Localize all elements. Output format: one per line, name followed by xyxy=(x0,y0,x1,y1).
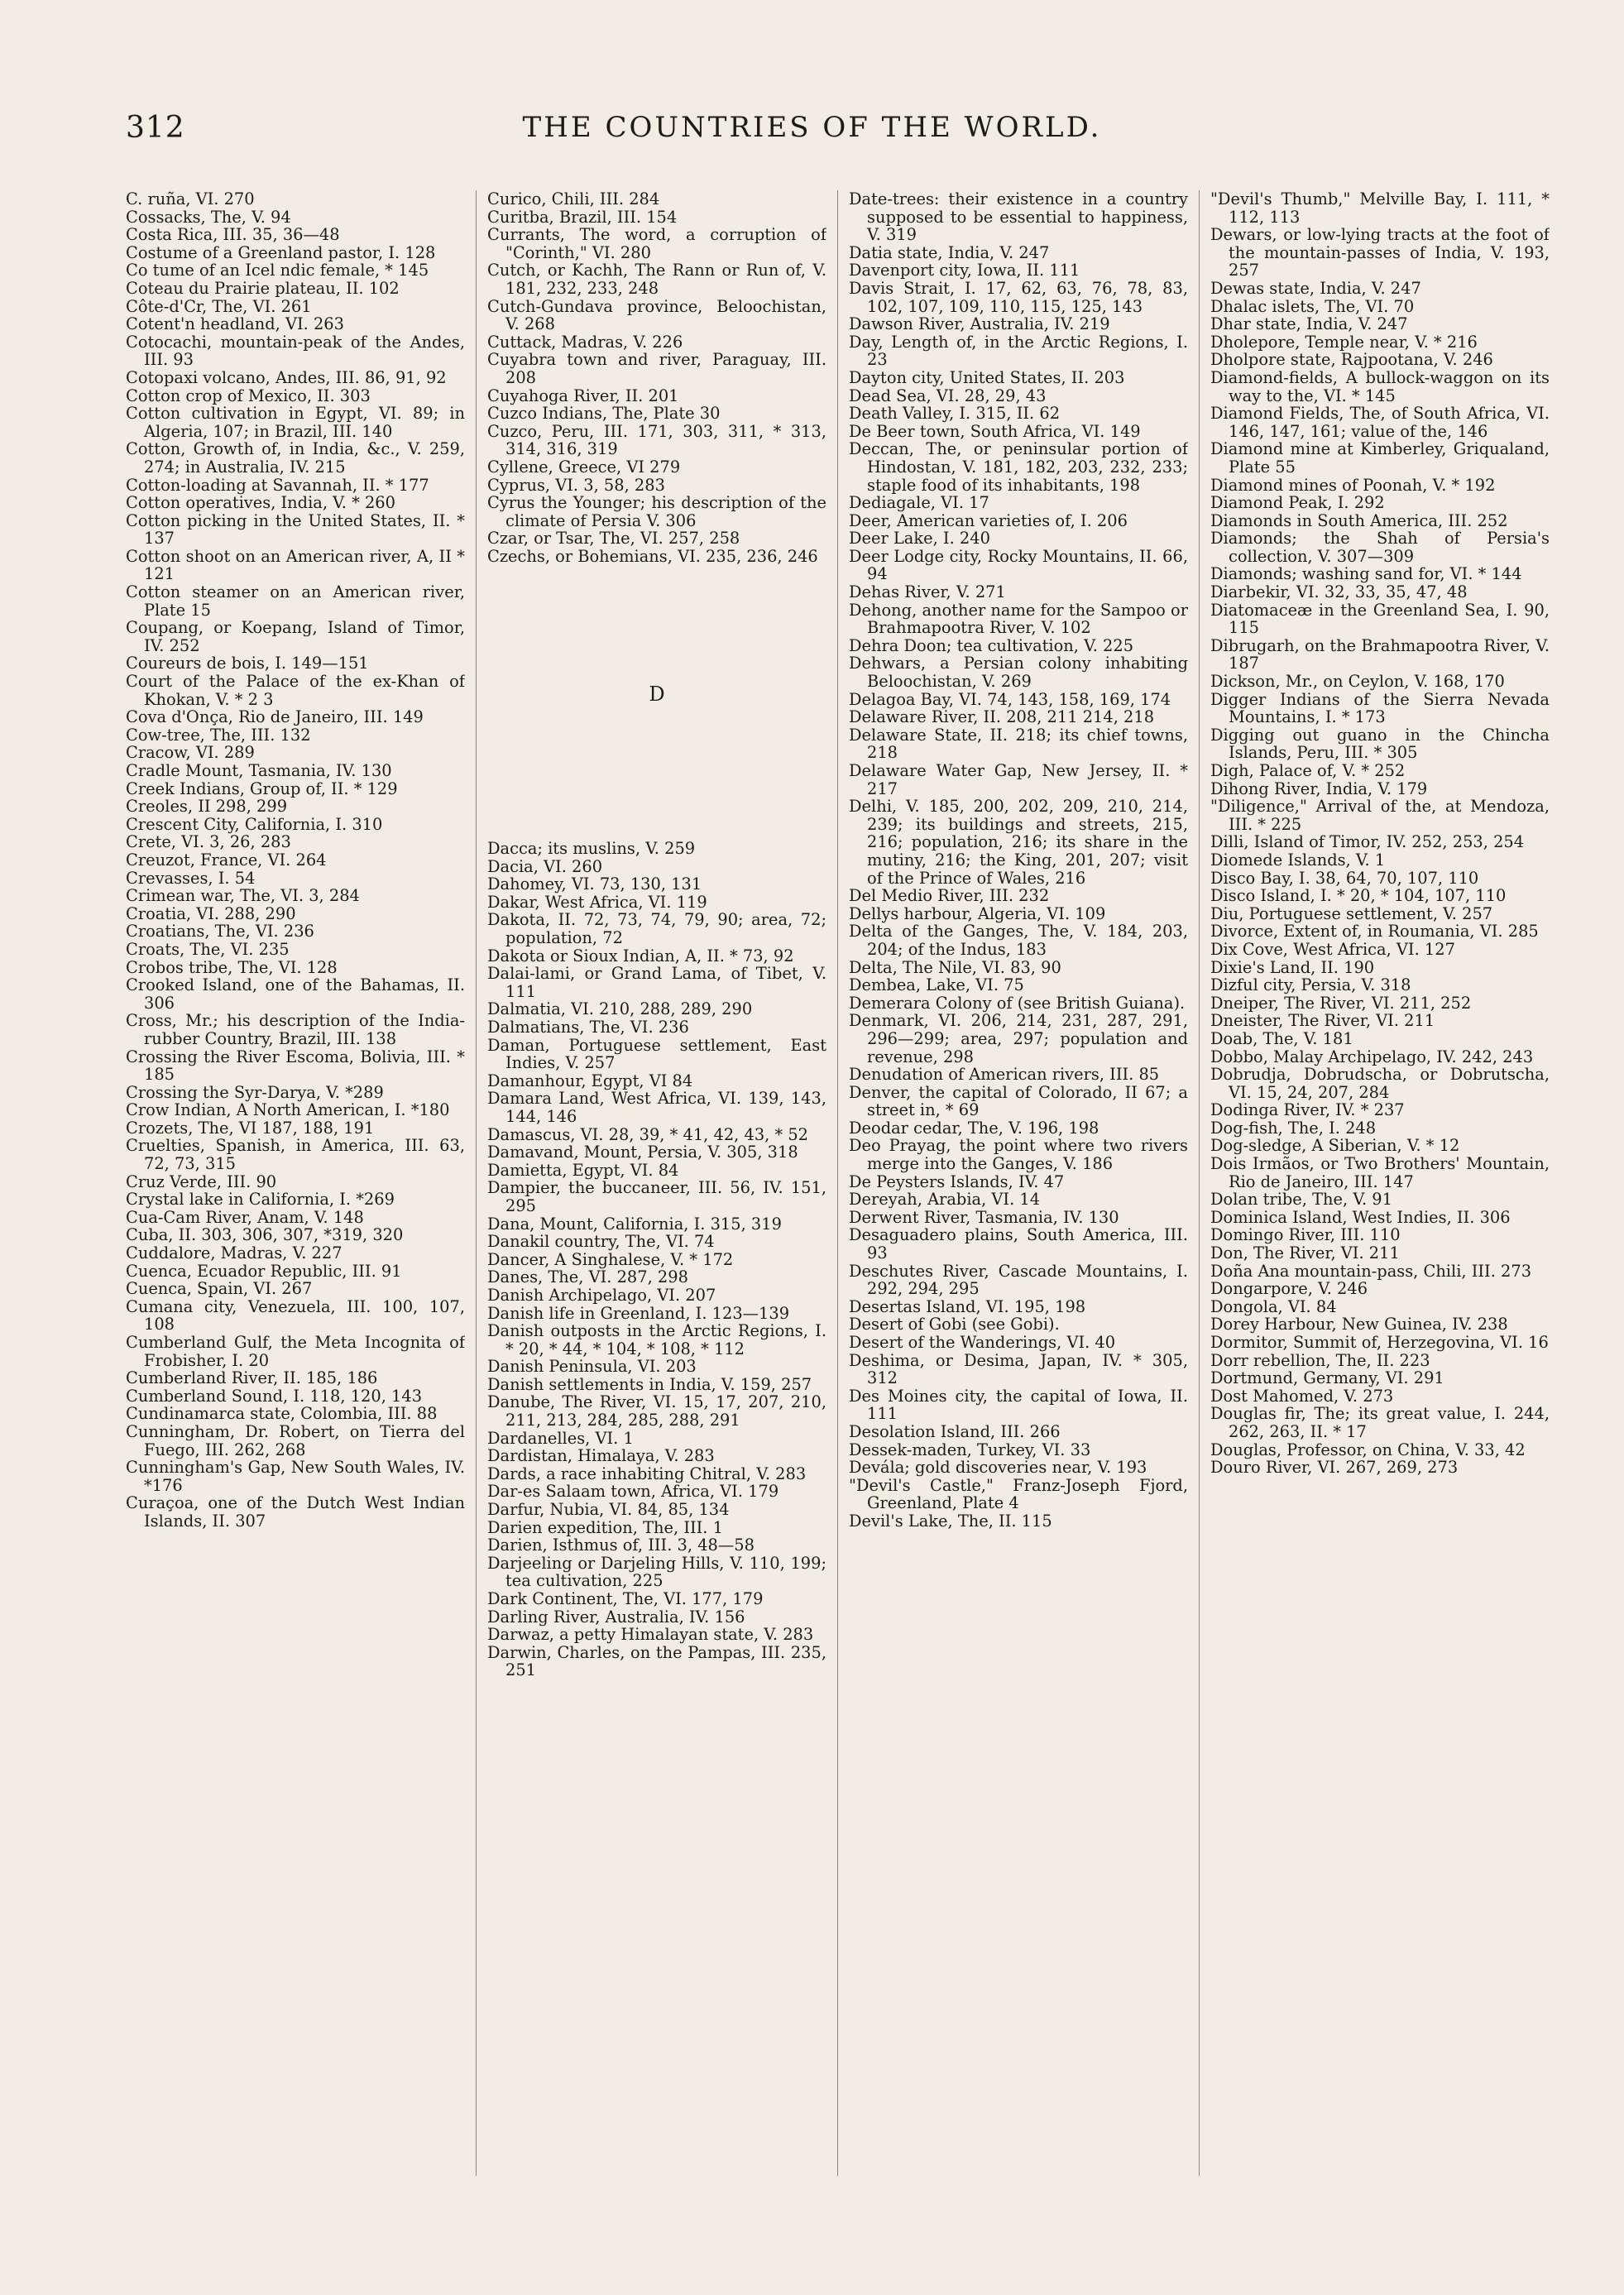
index-entry: Cross, Mr.; his description of the India-rubber Country, Brazil, III. 138 xyxy=(126,1011,465,1048)
index-entry: Domingo River, III. 110 xyxy=(1210,1225,1401,1245)
index-entry: Delta of the Ganges, The, V. 184, 203, 204; of the Indus, 183 xyxy=(849,922,1188,959)
index-entry: Denmark, VI. 206, 214, 231, 287, 291, 296—299; area, 297; population and revenue, 298 xyxy=(849,1011,1188,1066)
column-divider xyxy=(476,190,477,2176)
index-entry: "Diligence," Arrival of the, at Mendoza, III. * 225 xyxy=(1210,797,1550,834)
index-entry: Cotton crop of Mexico, II. 303 xyxy=(126,386,371,405)
index-entry: Desolation Island, III. 266 xyxy=(849,1421,1061,1441)
index-entry: Doab, The, V. 181 xyxy=(1210,1028,1353,1048)
index-entry: Desert of the Wanderings, VI. 40 xyxy=(849,1333,1116,1352)
index-entry: Cruelties, Spanish, in America, III. 63, 72, 73, 315 xyxy=(126,1136,465,1174)
index-entry: Croatians, The, VI. 236 xyxy=(126,922,314,941)
index-entry: Darien, Isthmus of, III. 3, 48—58 xyxy=(487,1536,755,1555)
index-entry: Danish Peninsula, VI. 203 xyxy=(487,1357,697,1377)
index-entry: Death Valley, I. 315, II. 62 xyxy=(849,404,1061,424)
index-entry: De Beer town, South Africa, VI. 149 xyxy=(849,421,1141,441)
index-entry: Dickson, Mr., on Ceylon, V. 168, 170 xyxy=(1210,672,1505,692)
index-entry: Coteau du Prairie plateau, II. 102 xyxy=(126,278,400,298)
index-entry: Dobrudja, Dobrudscha, or Dobrutscha, VI. 15, 24, 207, 284 xyxy=(1210,1065,1550,1102)
index-entry: Day, Length of, in the Arctic Regions, I. 23 xyxy=(849,332,1188,370)
index-entry: Cradle Mount, Tasmania, IV. 130 xyxy=(126,761,392,780)
index-entry: Delaware Water Gap, New Jersey, II. * 217 xyxy=(849,761,1188,798)
index-entry: Digger Indians of the Sierra Nevada Mountains, I. * 173 xyxy=(1210,689,1550,727)
index-entry: Deo Prayag, the point where two rivers merge into the Ganges, V. 186 xyxy=(849,1136,1188,1174)
index-entry: Dongarpore, V. 246 xyxy=(1210,1279,1368,1299)
index-entry: Dehong, another name for the Sampoo or Brahmapootra River, V. 102 xyxy=(849,600,1188,638)
index-entry: Croats, The, VI. 235 xyxy=(126,939,290,959)
index-entry: Cuzco, Peru, III. 171, 303, 311, * 313, 314, 316, 319 xyxy=(487,421,826,459)
index-entry: Dawson River, Australia, IV. 219 xyxy=(849,314,1110,334)
index-entry: Dog-fish, The, I. 248 xyxy=(1210,1118,1377,1138)
index-entry: Dormitor, Summit of, Herzegovina, VI. 16 xyxy=(1210,1333,1549,1352)
index-entry: Deschutes River, Cascade Mountains, I. 292, 294, 295 xyxy=(849,1261,1188,1299)
index-entry: Cova d'Onça, Rio de Janeiro, III. 149 xyxy=(126,707,424,727)
index-entry: Côte-d'Cr, The, VI. 261 xyxy=(126,296,312,316)
index-entry: Cotton shoot on an American river, A, II * 121 xyxy=(126,546,465,584)
index-entry: Cyllene, Greece, VI 279 xyxy=(487,457,681,477)
index-entry: Dellys harbour, Algeria, VI. 109 xyxy=(849,903,1106,923)
index-entry: Court of the Palace of the ex-Khan of Khokan, V. * 2 3 xyxy=(126,672,465,709)
index-entry: Cuzco Indians, The, Plate 30 xyxy=(487,404,721,424)
index-entry: Diatomaceæ in the Greenland Sea, I. 90, 115 xyxy=(1210,600,1550,638)
index-entry: Diamonds; washing sand for, VI. * 144 xyxy=(1210,564,1522,584)
index-entry: Diamond Fields, The, of South Africa, VI. 146, 147, 161; value of the, 146 xyxy=(1210,404,1550,441)
index-entry: Dancer, A Singhalese, V. * 172 xyxy=(487,1249,734,1269)
index-entry: Dalmatia, VI. 210, 288, 289, 290 xyxy=(487,999,753,1019)
index-entry: Cracow, VI. 289 xyxy=(126,743,255,763)
index-entry: Crow Indian, A North American, I. *180 xyxy=(126,1100,450,1120)
index-entry: Dead Sea, VI. 28, 29, 43 xyxy=(849,386,1047,405)
index-entry: Dardanelles, VI. 1 xyxy=(487,1428,634,1448)
index-entry: Diamonds; the Shah of Persia's collection, V. 307—309 xyxy=(1210,529,1550,566)
index-entry: Dehra Doon; tea cultivation, V. 225 xyxy=(849,635,1134,655)
index-entry: Diamond mine at Kimberley, Griqualand, Plate 55 xyxy=(1210,439,1550,477)
index-entry: Dois Irmãos, or Two Brothers' Mountain, Rio de Janeiro, III. 147 xyxy=(1210,1154,1550,1191)
index-entry: Dark Continent, The, VI. 177, 179 xyxy=(487,1589,764,1608)
index-entry: Cuddalore, Madras, V. 227 xyxy=(126,1243,343,1263)
index-entry: Curitba, Brazil, III. 154 xyxy=(487,207,678,227)
index-entry: Douglas, Professor, on China, V. 33, 42 xyxy=(1210,1440,1526,1459)
index-entry: Crobos tribe, The, VI. 128 xyxy=(126,957,338,977)
index-entry: Crete, VI. 3, 26, 283 xyxy=(126,832,291,852)
index-entry: Crossing the River Escoma, Bolivia, III. * 185 xyxy=(126,1047,465,1085)
index-entry: Davis Strait, I. 17, 62, 63, 76, 78, 83, 102, 107, 109, 110, 115, 125, 143 xyxy=(849,278,1188,316)
index-entry: Darfur, Nubia, VI. 84, 85, 134 xyxy=(487,1500,730,1520)
index-entry: Diomede Islands, V. 1 xyxy=(1210,850,1386,870)
index-entry: Cow-tree, The, III. 132 xyxy=(126,725,311,745)
index-entry: Dibrugarh, on the Brahmapootra River, V. 187 xyxy=(1210,635,1550,673)
index-entry: Cumberland Sound, I. 118, 120, 143 xyxy=(126,1386,423,1406)
index-entry: Delaware River, II. 208, 211 214, 218 xyxy=(849,707,1155,727)
index-entry: Dereyah, Arabia, VI. 14 xyxy=(849,1190,1041,1210)
index-entry: Dampier, the buccaneer, III. 56, IV. 151, 295 xyxy=(487,1178,826,1215)
index-entry: Diu, Portuguese settlement, V. 257 xyxy=(1210,903,1493,923)
index-entry: Cotocachi, mountain-peak of the Andes, III. 93 xyxy=(126,332,465,370)
index-entry: Cuba, II. 303, 306, 307, *319, 320 xyxy=(126,1225,404,1245)
index-entry: Darling River, Australia, IV. 156 xyxy=(487,1607,745,1627)
index-entry: Coureurs de bois, I. 149—151 xyxy=(126,654,369,673)
index-entry: Doña Ana mountain-pass, Chili, III. 273 xyxy=(1210,1261,1532,1281)
index-entry: Date-trees: their existence in a country supposed to be essential to happiness, V. 319 xyxy=(849,190,1188,245)
index-entry: Cunningham, Dr. Robert, on Tierra del Fuego, III. 262, 268 xyxy=(126,1421,465,1459)
index-entry: Dacca; its muslins, V. 259 xyxy=(487,839,696,859)
index-entry: Curaçoa, one of the Dutch West Indian Islands, II. 307 xyxy=(126,1493,465,1531)
index-entry: Dneister, The River, VI. 211 xyxy=(1210,1011,1435,1031)
index-entry: "Devil's Thumb," Melville Bay, I. 111, * 112, 113 xyxy=(1210,190,1550,227)
index-entry: Danakil country, The, VI. 74 xyxy=(487,1232,715,1252)
index-entry: Cuyahoga River, II. 201 xyxy=(487,386,679,405)
index-column-3 xyxy=(849,190,1188,2275)
index-entry: Digh, Palace of, V. * 252 xyxy=(1210,761,1406,780)
index-entry: Crooked Island, one of the Bahamas, II. 306 xyxy=(126,975,465,1013)
index-entry: Dediagale, VI. 17 xyxy=(849,493,989,513)
index-entry: Cundinamarca state, Colombia, III. 88 xyxy=(126,1404,438,1424)
index-entry: Dog-sledge, A Siberian, V. * 12 xyxy=(1210,1136,1460,1156)
index-entry: Dorr rebellion, The, II. 223 xyxy=(1210,1350,1430,1370)
index-entry: Cossacks, The, V. 94 xyxy=(126,207,291,227)
index-entry: Diamond mines of Poonah, V. * 192 xyxy=(1210,475,1496,495)
column-divider xyxy=(837,190,838,2176)
index-entry: Dewars, or low-lying tracts at the foot of the mountain-passes of India, V. 193, 257 xyxy=(1210,225,1550,280)
index-entry: Disco Bay, I. 38, 64, 70, 107, 110 xyxy=(1210,868,1479,888)
index-entry: Cutch, or Kachh, The Rann or Run of, V. 181, 232, 233, 248 xyxy=(487,261,826,298)
index-entry: Dobbo, Malay Archipelago, IV. 242, 243 xyxy=(1210,1047,1534,1066)
index-entry: Cotton-loading at Savannah, II. * 177 xyxy=(126,475,429,495)
index-entry: Cuyabra town and river, Paraguay, III. 208 xyxy=(487,350,826,387)
column-divider xyxy=(1199,190,1200,2176)
index-entry: Daman, Portuguese settlement, East Indies, V. 257 xyxy=(487,1035,826,1073)
index-entry: Dhar state, India, V. 247 xyxy=(1210,314,1408,334)
index-entry: Dizful city, Persia, V. 318 xyxy=(1210,975,1411,995)
index-entry: Delta, The Nile, VI. 83, 90 xyxy=(849,957,1061,977)
index-entry: Cyprus, VI. 3, 58, 283 xyxy=(487,475,665,495)
index-entry: Cuenca, Ecuador Republic, III. 91 xyxy=(126,1261,402,1281)
index-entry: Dihong River, India, V. 179 xyxy=(1210,779,1428,798)
index-entry: Dewas state, India, V. 247 xyxy=(1210,278,1421,298)
index-entry: Currants, The word, a corruption of "Corinth," VI. 280 xyxy=(487,225,826,262)
index-entry: Darjeeling or Darjeling Hills, V. 110, 199; tea cultivation, 225 xyxy=(487,1553,826,1591)
index-entry: Cuttack, Madras, V. 226 xyxy=(487,332,683,352)
index-entry: Deodar cedar, The, V. 196, 198 xyxy=(849,1118,1099,1138)
index-entry: "Devil's Castle," Franz-Joseph Fjord, Greenland, Plate 4 xyxy=(849,1475,1188,1513)
index-entry: Creoles, II 298, 299 xyxy=(126,797,288,817)
index-entry: Diamonds in South America, III. 252 xyxy=(1210,510,1508,530)
index-entry: Dayton city, United States, II. 203 xyxy=(849,367,1125,387)
index-entry: Damascus, VI. 28, 39, * 41, 42, 43, * 52 xyxy=(487,1124,809,1144)
index-column-4 xyxy=(1210,190,1550,2275)
index-entry: Davenport city, Iowa, II. 111 xyxy=(849,261,1080,280)
index-entry: Creuzot, France, VI. 264 xyxy=(126,850,327,870)
index-entry: Demerara Colony of (see British Guiana). xyxy=(849,993,1186,1013)
index-entry: Darien expedition, The, III. 1 xyxy=(487,1517,723,1537)
index-entry: Dardistan, Himalaya, V. 283 xyxy=(487,1446,715,1466)
index-entry: Deshima, or Desima, Japan, IV. * 305, 312 xyxy=(849,1350,1188,1388)
index-entry: Cruz Verde, III. 90 xyxy=(126,1171,277,1191)
index-entry: Cuenca, Spain, VI. 267 xyxy=(126,1279,313,1299)
index-entry: Derwent River, Tasmania, IV. 130 xyxy=(849,1207,1119,1227)
index-columns xyxy=(126,190,1549,2275)
index-entry: Dortmund, Germany, VI. 291 xyxy=(1210,1368,1444,1388)
index-entry: Deccan, The, or peninsular portion of Hindostan, V. 181, 182, 203, 232, 233; staple food of its inhabitants, 198 xyxy=(849,439,1188,495)
index-entry: Dakota or Sioux Indian, A, II. * 73, 92 xyxy=(487,946,794,965)
index-entry: Czar, or Tsar, The, VI. 257, 258 xyxy=(487,529,740,549)
index-entry: Cyrus the Younger; his description of the climate of Persia V. 306 xyxy=(487,493,826,530)
index-entry: Cotton operatives, India, V. * 260 xyxy=(126,493,395,513)
index-entry: Dar-es Salaam town, Africa, VI. 179 xyxy=(487,1482,779,1502)
index-entry: Deer, American varieties of, I. 206 xyxy=(849,510,1128,530)
index-entry: Creek Indians, Group of, II. * 129 xyxy=(126,779,398,798)
index-entry: Deer Lake, I. 240 xyxy=(849,529,990,549)
index-entry: Croatia, VI. 288, 290 xyxy=(126,903,296,923)
index-entry: Dalai-lami, or Grand Lama, of Tibet, V. 111 xyxy=(487,964,826,1001)
index-entry: Diamond Peak, I. 292 xyxy=(1210,493,1385,513)
index-entry: Damietta, Egypt, VI. 84 xyxy=(487,1160,679,1180)
index-entry: Crimean war, The, VI. 3, 284 xyxy=(126,886,360,906)
index-entry: Digging out guano in the Chincha Islands, Peru, III. * 305 xyxy=(1210,725,1550,763)
index-entry: Des Moines city, the capital of Iowa, II. 111 xyxy=(849,1386,1188,1424)
index-entry: Dholpore state, Rajpootana, V. 246 xyxy=(1210,350,1493,370)
index-entry: Cumberland Gulf, the Meta Incognita of Frobisher, I. 20 xyxy=(126,1333,465,1370)
index-entry: Dominica Island, West Indies, II. 306 xyxy=(1210,1207,1511,1227)
index-entry: Dalmatians, The, VI. 236 xyxy=(487,1018,689,1037)
index-entry: Delagoa Bay, VI. 74, 143, 158, 169, 174 xyxy=(849,689,1171,709)
index-entry: Del Medio River, III. 232 xyxy=(849,886,1050,906)
index-entry: Cutch-Gundava province, Beloochistan, V. 268 xyxy=(487,296,826,334)
index-entry: Cotton cultivation in Egypt, VI. 89; in Algeria, 107; in Brazil, III. 140 xyxy=(126,404,465,441)
index-entry: Dessek-maden, Turkey, VI. 33 xyxy=(849,1440,1091,1459)
index-entry: Diarbekir, VI. 32, 33, 35, 47, 48 xyxy=(1210,582,1468,602)
index-entry: Damara Land, West Africa, VI. 139, 143, 144, 146 xyxy=(487,1089,826,1126)
index-entry: Cotopaxi volcano, Andes, III. 86, 91, 92 xyxy=(126,367,447,387)
index-entry: Dorey Harbour, New Guinea, IV. 238 xyxy=(1210,1315,1508,1334)
index-entry: Dacia, VI. 260 xyxy=(487,856,603,876)
index-entry: Crystal lake in California, I. *269 xyxy=(126,1190,395,1210)
index-entry: Dixie's Land, II. 190 xyxy=(1210,957,1375,977)
index-entry: Czechs, or Bohemians, VI. 235, 236, 246 xyxy=(487,546,818,566)
index-entry: Dana, Mount, California, I. 315, 319 xyxy=(487,1214,782,1234)
index-entry: Crevasses, I. 54 xyxy=(126,868,256,888)
index-entry: Dards, a race inhabiting Chitral, V. 283 xyxy=(487,1464,807,1483)
index-entry: Dahomey, VI. 73, 130, 131 xyxy=(487,874,702,894)
index-entry: Datia state, India, V. 247 xyxy=(849,242,1050,262)
index-entry: Danish Archipelago, VI. 207 xyxy=(487,1285,716,1305)
index-entry: Cua-Cam River, Anam, V. 148 xyxy=(126,1207,364,1227)
index-entry: Denver, the capital of Colorado, II 67; a street in, * 69 xyxy=(849,1082,1188,1120)
index-entry: C. ruña, VI. 270 xyxy=(126,190,255,208)
index-entry: Dodinga River, IV. * 237 xyxy=(1210,1100,1405,1120)
index-entry: Cotent'n headland, VI. 263 xyxy=(126,314,344,334)
index-entry: Co tume of an Icel ndic female, * 145 xyxy=(126,261,429,280)
index-entry: Cunningham's Gap, New South Wales, IV. *176 xyxy=(126,1458,465,1495)
index-entry: De Peysters Islands, IV. 47 xyxy=(849,1171,1065,1191)
index-entry: Douro River, VI. 267, 269, 273 xyxy=(1210,1458,1459,1478)
index-entry: Deer Lodge city, Rocky Mountains, II. 66, 94 xyxy=(849,546,1188,584)
index-entry: Desaguadero plains, South America, III. 93 xyxy=(849,1225,1188,1263)
index-entry: Dehas River, V. 271 xyxy=(849,582,1006,602)
index-entry: Devil's Lake, The, II. 115 xyxy=(849,1511,1052,1531)
index-entry: Crescent City, California, I. 310 xyxy=(126,814,383,834)
index-entry: Desertas Island, VI. 195, 198 xyxy=(849,1296,1086,1316)
index-entry: Dembea, Lake, VI. 75 xyxy=(849,975,1024,995)
index-entry: Dakar, West Africa, VI. 119 xyxy=(487,892,707,912)
index-entry: Dilli, Island of Timor, IV. 252, 253, 254 xyxy=(1210,832,1525,852)
index-entry: Disco Island, I. * 20, * 104, 107, 110 xyxy=(1210,886,1507,906)
index-entry: Delaware State, II. 218; its chief towns, 218 xyxy=(849,725,1188,763)
index-entry: Dongola, VI. 84 xyxy=(1210,1296,1337,1316)
index-entry: Cotton, Growth of, in India, &c., V. 259, 274; in Australia, IV. 215 xyxy=(126,439,465,477)
running-title: THE COUNTRIES OF THE WORLD. xyxy=(522,111,1102,144)
index-entry: Darwaz, a petty Himalayan state, V. 283 xyxy=(487,1625,814,1645)
index-entry: Costa Rica, III. 35, 36—48 xyxy=(126,225,340,245)
index-entry: Diamond-fields, A bullock-waggon on its way to the, VI. * 145 xyxy=(1210,367,1550,405)
index-entry: Darwin, Charles, on the Pampas, III. 235, 251 xyxy=(487,1642,826,1680)
index-entry: Dost Mahomed, V. 273 xyxy=(1210,1386,1394,1406)
index-entry: Danish outposts in the Arctic Regions, I. * 20, * 44, * 104, * 108, * 112 xyxy=(487,1321,826,1358)
index-entry: Costume of a Greenland pastor, I. 128 xyxy=(126,242,436,262)
index-column-1 xyxy=(126,190,465,2275)
index-entry: Dix Cove, West Africa, VI. 127 xyxy=(1210,939,1455,959)
index-entry: Dhalac islets, The, VI. 70 xyxy=(1210,296,1415,316)
index-entry: Dneiper, The River, VI. 211, 252 xyxy=(1210,993,1472,1013)
index-entry: Coupang, or Koepang, Island of Timor, IV. 252 xyxy=(126,618,465,655)
index-entry: Crozets, The, VI 187, 188, 191 xyxy=(126,1118,375,1138)
index-entry: Don, The River, VI. 211 xyxy=(1210,1243,1400,1263)
index-entry: Danube, The River, VI. 15, 17, 207, 210, 211, 213, 284, 285, 288, 291 xyxy=(487,1392,826,1430)
index-column-2 xyxy=(487,190,826,2275)
page-number: 312 xyxy=(126,111,185,145)
index-entry: Cumana city, Venezuela, III. 100, 107, 108 xyxy=(126,1296,465,1334)
index-entry: Denudation of American rivers, III. 85 xyxy=(849,1065,1160,1085)
index-entry: Danish settlements in India, V. 159, 257 xyxy=(487,1374,812,1394)
section-letter: D xyxy=(649,683,665,707)
index-entry: Desert of Gobi (see Gobi). xyxy=(849,1315,1060,1334)
index-entry: Dakota, II. 72, 73, 74, 79, 90; area, 72; population, 72 xyxy=(487,910,826,948)
index-entry: Divorce, Extent of, in Roumania, VI. 285 xyxy=(1210,922,1539,941)
index-entry: Crossing the Syr-Darya, V. *289 xyxy=(126,1082,384,1102)
index-entry: Douglas fir, The; its great value, I. 244, 262, 263, II. * 17 xyxy=(1210,1404,1550,1441)
index-entry: Damavand, Mount, Persia, V. 305, 318 xyxy=(487,1143,798,1162)
index-entry: Curico, Chili, III. 284 xyxy=(487,190,660,208)
index-entry: Danes, The, VI. 287, 298 xyxy=(487,1267,688,1287)
index-entry: Cotton steamer on an American river, Plate 15 xyxy=(126,582,465,620)
index-entry: Delhi, V. 185, 200, 202, 209, 210, 214, 239; its buildings and streets, 215, 216; population, 216; its share in the mutiny, 216; the King, 201, 207; visit of the Prince of Wales, 216 xyxy=(849,797,1188,888)
index-entry: Cumberland River, II. 185, 186 xyxy=(126,1368,378,1388)
index-entry: Cotton picking in the United States, II. * 137 xyxy=(126,510,465,549)
index-entry: Dholepore, Temple near, V. * 216 xyxy=(1210,332,1478,352)
index-entry: Devála; gold discoveries near, V. 193 xyxy=(849,1458,1147,1478)
index-entry: Danish life in Greenland, I. 123—139 xyxy=(487,1303,790,1323)
index-entry: Dehwars, a Persian colony inhabiting Beloochistan, V. 269 xyxy=(849,654,1188,692)
index-entry: Damanhour, Egypt, VI 84 xyxy=(487,1071,693,1090)
index-entry: Dolan tribe, The, V. 91 xyxy=(1210,1190,1392,1210)
